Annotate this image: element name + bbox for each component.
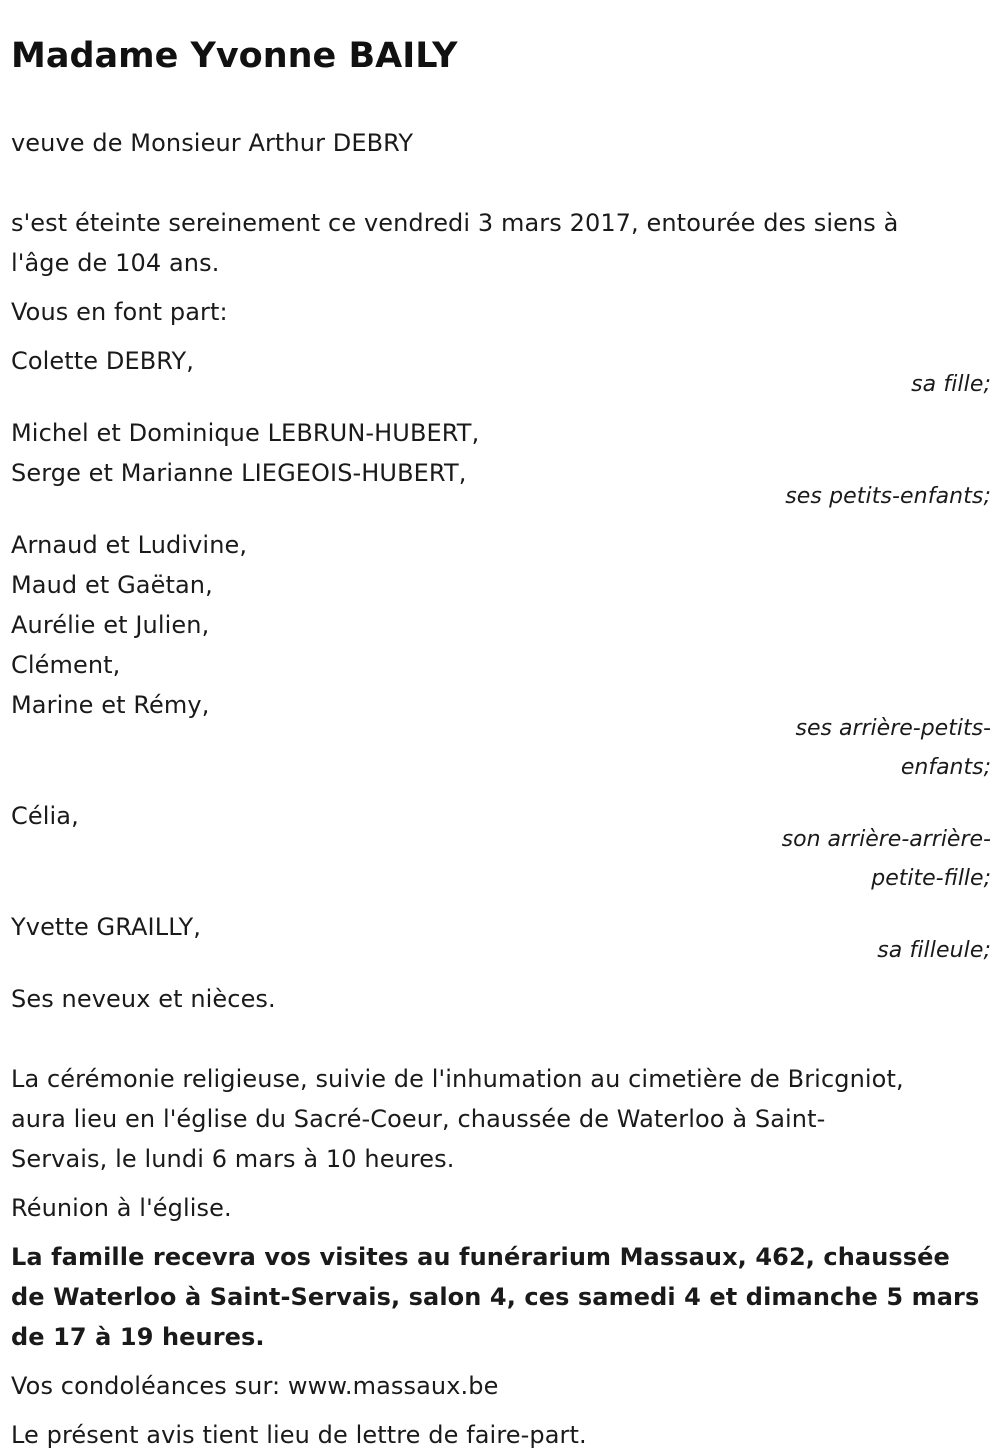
family-role-line: ses arrière-petits- (795, 716, 991, 741)
notice-title: Madame Yvonne BAILY (11, 36, 458, 76)
family-group-great-grandchildren (11, 525, 991, 787)
family-group-great-great-granddaughter (11, 796, 991, 898)
family-name: Maud et Gaëtan, (11, 571, 213, 599)
condolences-line: Vos condoléances sur: www.massaux.be (11, 1372, 499, 1400)
family-name: Michel et Dominique LEBRUN-HUBERT, (11, 419, 480, 447)
family-role-line: son arrière-arrière- (781, 827, 991, 852)
family-role (731, 820, 991, 898)
nephews-line: Ses neveux et nièces. (11, 985, 276, 1013)
family-group-grandchildren (11, 413, 991, 516)
death-line: l'âge de 104 ans. (11, 249, 220, 277)
family-name: Serge et Marianne LIEGEOIS-HUBERT, (11, 459, 467, 487)
family-name: Célia, (11, 802, 79, 830)
family-role: sa filleule; (877, 938, 991, 963)
ceremony-line: aura lieu en l'église du Sacré-Coeur, chaussée de Waterloo à Saint- (11, 1105, 826, 1133)
closing-line: Le présent avis tient lieu de lettre de faire-part. (11, 1421, 587, 1449)
family-role: sa fille; (911, 372, 991, 397)
family-role-line: petite-fille; (871, 866, 991, 891)
family-name: Marine et Rémy, (11, 691, 210, 719)
death-announcement (11, 203, 991, 283)
widow-of-line: veuve de Monsieur Arthur DEBRY (11, 129, 414, 157)
family-name: Yvette GRAILLY, (11, 913, 201, 941)
announce-line: Vous en font part: (11, 298, 228, 326)
ceremony-line: Servais, le lundi 6 mars à 10 heures. (11, 1145, 455, 1173)
ceremony-paragraph (11, 1059, 991, 1179)
visits-line: de 17 à 19 heures. (11, 1323, 265, 1351)
family-name: Arnaud et Ludivine, (11, 531, 248, 559)
family-role (731, 709, 991, 787)
family-role: ses petits-enfants; (785, 484, 991, 509)
family-role-line: enfants; (900, 755, 991, 780)
visits-paragraph (11, 1237, 991, 1357)
family-name: Clément, (11, 651, 121, 679)
funeral-notice (11, 0, 991, 1455)
meeting-line: Réunion à l'église. (11, 1194, 232, 1222)
visits-line: La famille recevra vos visites au funérarium Massaux, 462, chaussée (11, 1243, 950, 1271)
family-name: Colette DEBRY, (11, 347, 195, 375)
visits-line: de Waterloo à Saint-Servais, salon 4, ces samedi 4 et dimanche 5 mars (11, 1283, 980, 1311)
family-group-goddaughter (11, 907, 991, 970)
ceremony-line: La cérémonie religieuse, suivie de l'inhumation au cimetière de Bricgniot, (11, 1065, 904, 1093)
family-group-daughter (11, 341, 991, 404)
death-line: s'est éteinte sereinement ce vendredi 3 mars 2017, entourée des siens à (11, 209, 899, 237)
family-name: Aurélie et Julien, (11, 611, 210, 639)
